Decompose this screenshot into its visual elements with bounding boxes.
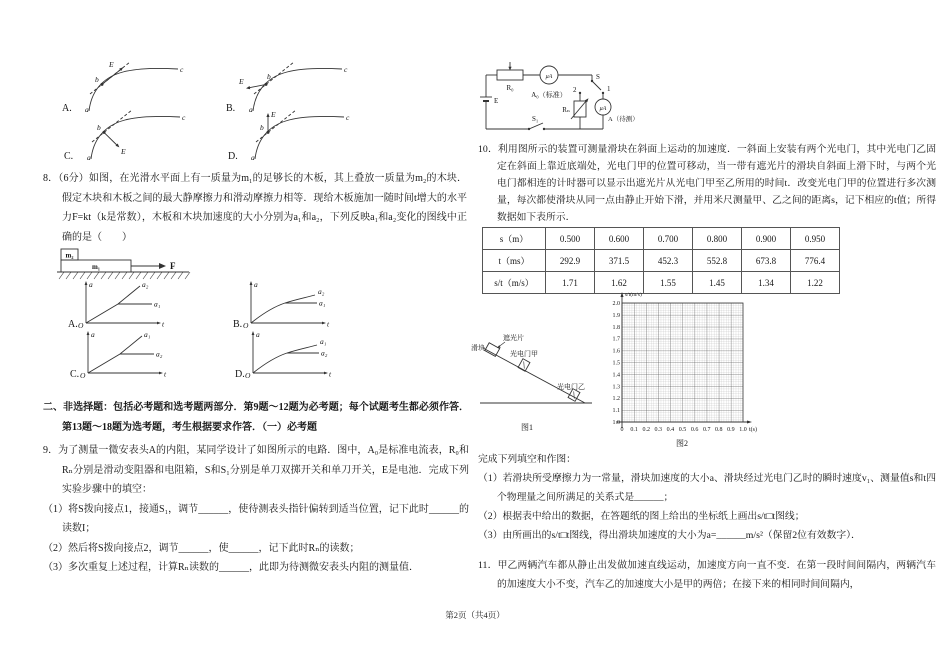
lower-curve-label: a₂ [156, 349, 163, 359]
option-label: C. [64, 151, 74, 162]
cell: 0.600 [595, 228, 644, 250]
x-tick: 0.9 [727, 427, 735, 433]
q10-graph-paper [596, 288, 796, 453]
y-tick: 1.8 [612, 324, 620, 331]
figure-1-caption: 图1 [521, 423, 533, 432]
upper-curve-label: a₁ [144, 330, 151, 339]
q8-graph-c [68, 327, 173, 379]
x-tick: 1.0 [739, 427, 747, 433]
cell: 1.45 [693, 272, 742, 294]
x-tick: 0.8 [715, 427, 723, 433]
block-m2-label: m₂ [65, 251, 74, 260]
point-c-label: c [182, 113, 186, 122]
upper-curve [86, 286, 140, 323]
q8-graph-b [231, 277, 336, 329]
x-axis-arrow [322, 322, 326, 325]
y-tick: 1.3 [612, 384, 620, 391]
q10-data-table [482, 227, 840, 294]
origin-label: O [245, 371, 251, 380]
contact-1-label: 1 [607, 85, 611, 93]
shutter-pointer-arrow [497, 342, 505, 348]
point-b-label: b [260, 123, 264, 132]
force-label: F [170, 261, 176, 271]
resistance-box-rn [571, 98, 589, 119]
gate-b-label: 光电门乙 [557, 383, 585, 391]
question-9-item-2: （2）然后将S拨向接点2，调节______，使______，记下此时Rₙ的读数； [43, 542, 360, 554]
row-header: t（ms） [483, 250, 546, 272]
y-axis-arrow [87, 331, 90, 335]
y-tick: 1.2 [612, 396, 620, 403]
test-galvanometer-label: A（待测） [608, 116, 639, 123]
cell: 1.62 [595, 272, 644, 294]
switch-s [579, 80, 604, 94]
battery-e [480, 97, 492, 101]
point-a-label: a [249, 105, 253, 114]
option-label: B. [233, 319, 243, 330]
origin-label: O [243, 321, 249, 330]
gate-a-label: 光电门甲 [510, 350, 538, 358]
x-axis-label: t [327, 319, 330, 329]
trajectory-option-b [220, 61, 355, 113]
option-label: A. [68, 319, 78, 330]
resistance-box-label: Rₙ [562, 106, 570, 114]
page-footer: 第2页（共4页） [445, 610, 505, 620]
y-tick: 1.9 [612, 312, 620, 319]
force-label: E [109, 60, 114, 69]
row-header: s（m） [483, 228, 546, 250]
y-tick: 1.6 [612, 348, 620, 355]
trajectory-option-a [56, 61, 191, 113]
cell: 552.8 [693, 250, 742, 272]
cell: 0.900 [742, 228, 791, 250]
y-tick: 1.5 [612, 360, 620, 367]
y-tick: 1.0 [612, 420, 620, 426]
option-label: A. [62, 103, 72, 114]
point-b-label: b [95, 75, 99, 84]
cell: 0.500 [546, 228, 595, 250]
force-arrow [104, 132, 119, 147]
upper-curve-label: a₂ [318, 287, 325, 296]
x-tick: 0.3 [654, 427, 663, 433]
force-label: E [271, 110, 276, 119]
force-label: E [121, 147, 126, 156]
y-axis-arrow [252, 331, 255, 335]
x-tick-labels [621, 427, 747, 433]
force-arrow [102, 67, 123, 84]
force-label: E [239, 77, 244, 86]
x-axis-arrow [324, 372, 328, 375]
y-axis-arrow [85, 281, 88, 285]
force-arrow [131, 263, 166, 269]
q8-graph-a [66, 277, 171, 329]
table-row-s [483, 228, 840, 250]
x-axis-title: t(s) [749, 427, 757, 433]
standard-ammeter-dial: μA [545, 74, 553, 80]
option-label: D. [228, 151, 238, 162]
y-tick: 1.1 [612, 408, 620, 415]
y-tick-labels [613, 301, 621, 426]
lower-curve-label: a₁ [319, 298, 326, 308]
trajectory-curve [91, 116, 180, 159]
y-tick: 1.4 [612, 372, 620, 379]
x-tick: 0.4 [666, 427, 675, 433]
q9-circuit-figure [477, 57, 649, 143]
switch-s-label: S [596, 73, 600, 81]
upper-curve-label: a₂ [142, 280, 149, 289]
q8-graph-d [233, 327, 338, 379]
y-axis-title: s/t(m/s) [625, 292, 642, 298]
point-a-label: a [85, 105, 89, 114]
question-10-item-3: （3）由所画出的s/t□t图线，得出滑块加速度的大小为a=______m/s²（保留2位有效数字）． [478, 530, 861, 541]
upper-curve [88, 336, 142, 373]
question-11-text: 11．甲乙两辆汽车都从静止出发做加速直线运动，加速度方向一直不变．在第一段时间间隔内，两辆汽车的加速度大小不变，汽车乙的加速度大小是甲的两倍；在接下来的相同时间间隔内， [478, 560, 936, 590]
test-galvanometer-dial: μA [599, 106, 607, 112]
trajectory-option-d [222, 109, 357, 161]
x-tick: 0.6 [690, 427, 699, 433]
standard-ammeter-label: A₀（标准） [531, 91, 567, 99]
point-c-label: c [180, 65, 184, 74]
point-b-label: b [267, 72, 271, 81]
x-tick: 0.7 [702, 427, 711, 433]
y-axis-arrow [250, 281, 253, 285]
cell: 292.9 [546, 250, 595, 272]
cell: 1.55 [644, 272, 693, 294]
option-label: B. [226, 103, 236, 114]
trajectory-curve [89, 68, 178, 111]
q10-incline-figure [470, 325, 605, 437]
cell: 0.800 [693, 228, 742, 250]
photogate-a-icon [518, 359, 530, 372]
question-10-item-1: （1）若滑块所受摩擦力为一常量，滑块加速度的大小a、滑块经过光电门乙时的瞬时速度v₁、测量值s和t四个物理量之间所满足的关系式是______； [478, 473, 936, 503]
upper-curve [253, 345, 317, 373]
x-tick: 0 [620, 427, 624, 433]
tangent-line [254, 62, 294, 94]
cell: 673.8 [742, 250, 791, 272]
cell: 776.4 [791, 250, 840, 272]
question-9-item-1: （1）将S拨向接点1，接通S₁，调节______，使待测表头指针偏转到适当位置，记下此时______的读数I； [43, 503, 469, 534]
question-10-complete-line: 完成下列填空和作图： [478, 454, 576, 465]
x-axis-label: t [164, 369, 167, 379]
x-tick: 0.5 [678, 427, 687, 433]
option-label: D. [235, 369, 245, 380]
switch-s1-label: S₁ [532, 115, 539, 123]
x-tick: 0.1 [630, 427, 638, 433]
switch-s1 [528, 123, 545, 130]
option-label: C. [70, 369, 80, 380]
cell: 371.5 [595, 250, 644, 272]
table-row-t [483, 250, 840, 272]
question-8-text: 8．（6分）如图，在光滑水平面上有一质量为m₁的足够长的木板，其上叠放一质量为m₂的木块．假定木块和木板之间的最大静摩擦力和滑动摩擦力相等．现给木板施加一随时间t增大的水平力F=kt（k是常数），木板和木块加速度的大小分别为a₁和a₂，下列反映a₁和a₂变化的图线中正确的是（ ） [43, 173, 467, 243]
slider-block [485, 343, 500, 357]
battery-label: E [494, 97, 499, 105]
trajectory-option-c [58, 109, 193, 161]
point-b-label: b [97, 123, 101, 132]
grid-major [622, 303, 743, 422]
rheostat-label: R₀ [506, 84, 514, 92]
cell: 1.34 [742, 272, 791, 294]
point-a-label: a [251, 153, 255, 162]
row-header: s/t（m/s） [483, 272, 546, 294]
y-tick: 1.7 [612, 336, 620, 343]
point-a-label: a [87, 153, 91, 162]
figure-2-caption: 图2 [676, 439, 688, 448]
x-axis-arrow [159, 372, 163, 375]
cell: 452.3 [644, 250, 693, 272]
rheostat-r0 [497, 62, 523, 80]
point-c-label: c [344, 65, 348, 74]
upper-curve [251, 295, 315, 323]
point-c-label: c [346, 113, 350, 122]
y-tick: 2.0 [612, 301, 620, 307]
cell: 0.700 [644, 228, 693, 250]
origin-label: O [78, 321, 84, 330]
y-axis-label: a [254, 280, 258, 289]
y-axis-label: a [89, 280, 93, 289]
question-9-item-3: （3）多次重复上述过程，计算Rₙ读数的______，此即为待测微安表头内阻的测量值． [43, 562, 419, 573]
x-axis-label: t [329, 369, 332, 379]
contact-2-label: 2 [573, 86, 577, 94]
cell: 0.950 [791, 228, 840, 250]
question-10-text: 10．利用图所示的装置可测量滑块在斜面上运动的加速度．一斜面上安装有两个光电门，其中光电门乙固定在斜面上靠近底端处，光电门甲的位置可移动，当一带有遮光片的滑块自斜面上滑下时，与两个光电门都相连的计时器可以显示出遮光片从光电门甲至乙所用的时间t．改变光电门甲的位置进行多次测量，每次都使滑块从同一点由静止开始下滑，并用米尺测量甲、乙之间的距离s，记下相应的t值；所得数据如下表所示． [478, 144, 936, 223]
board-m1-label: m₁ [92, 263, 100, 271]
question-9-intro: 9．为了测量一微安表头A的内阻，某同学设计了如图所示的电路．图中，A₀是标准电流表，R₀和Rₙ分别是滑动变阻器和电阻箱，S和S₁分别是单刀双掷开关和单刀开关，E是电池．完成下列实验步骤中的填空： [43, 445, 469, 495]
question-10-item-2: （2）根据表中给出的数据，在答题纸的图上给出的坐标纸上画出s/t□t图线； [478, 511, 805, 522]
slider-label: 滑块 [471, 344, 485, 352]
lower-curve-label: a₁ [154, 299, 161, 309]
section-2-header: 二、非选择题：包括必考题和选考题两部分．第9题～12题为必考题；每个试题考生都必须作答．第13题～18题为选考题，考生根据要求作答．（一）必考题 [43, 402, 469, 433]
cell: 1.22 [791, 272, 840, 294]
origin-label: O [80, 371, 86, 380]
lower-curve-label: a₂ [321, 348, 328, 358]
x-axis-arrow [157, 322, 161, 325]
x-axis-label: t [162, 319, 165, 329]
upper-curve-label: a₁ [320, 337, 327, 346]
cell: 1.71 [546, 272, 595, 294]
y-axis-label: a [91, 330, 95, 339]
shutter-label: 遮光片 [503, 334, 524, 342]
y-axis-label: a [256, 330, 260, 339]
x-tick: 0.2 [642, 427, 650, 433]
